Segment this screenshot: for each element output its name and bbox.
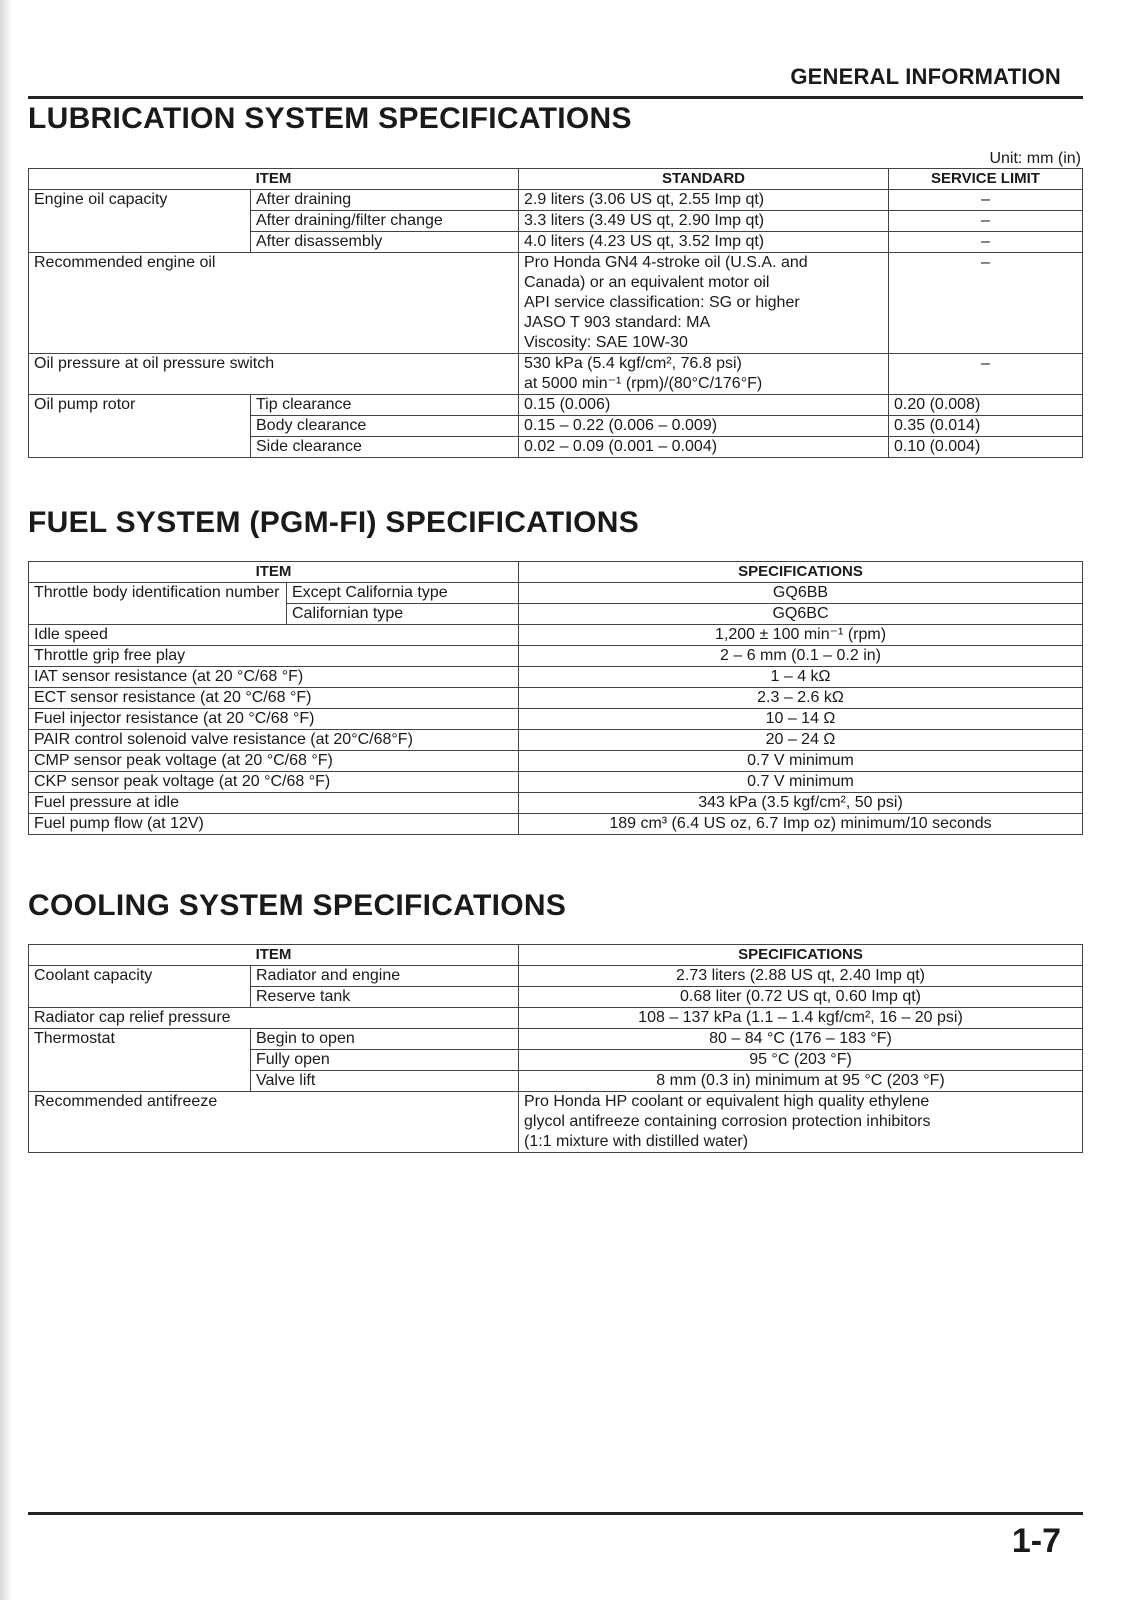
header-rule [28,96,1083,99]
spec-value: 2 – 6 mm (0.1 – 0.2 in) [519,646,1083,667]
table-row [29,190,1083,211]
sub-item: After draining/filter change [251,211,519,232]
sub-item: Californian type [287,604,519,625]
table-row [29,253,1083,354]
table-row [29,1008,1083,1029]
spec-value: 2.73 liters (2.88 US qt, 2.40 Imp qt) [519,966,1083,987]
table-row [29,730,1083,751]
text-line: API service classification: SG or higher [524,294,800,311]
spec-value: 343 kPa (3.5 kgf/cm², 50 psi) [519,793,1083,814]
col-item-header: ITEM [29,945,519,966]
unit-note: Unit: mm (in) [989,150,1081,167]
item-label: IAT sensor resistance (at 20 °C/68 °F) [29,667,519,688]
item-label: Fuel pressure at idle [29,793,519,814]
cooling-section-title: COOLING SYSTEM SPECIFICATIONS [28,889,567,922]
standard-value: 2.9 liters (3.06 US qt, 2.55 Imp qt) [519,190,889,211]
sub-item: Begin to open [251,1029,519,1050]
sub-item: Radiator and engine [251,966,519,987]
col-standard-header: STANDARD [519,169,889,190]
standard-value: 3.3 liters (3.49 US qt, 2.90 Imp qt) [519,211,889,232]
page-header-title: GENERAL INFORMATION [790,64,1061,89]
item-label: CMP sensor peak voltage (at 20 °C/68 °F) [29,751,519,772]
service-limit-value: 0.20 (0.008) [889,395,1083,416]
text-line: Pro Honda GN4 4-stroke oil (U.S.A. and [524,254,808,271]
oil-pump-rotor-label: Oil pump rotor [29,395,251,458]
sub-item: Fully open [251,1050,519,1071]
text-line: glycol antifreeze containing corrosion protection inhibitors [524,1113,931,1130]
text-line: JASO T 903 standard: MA [524,314,711,331]
sub-item: Reserve tank [251,987,519,1008]
table-row [29,772,1083,793]
table-row [29,646,1083,667]
table-row [29,966,1083,987]
oil-pressure-value [519,354,889,395]
oil-pressure-label: Oil pressure at oil pressure switch [29,354,519,395]
col-specifications-header: SPECIFICATIONS [519,945,1083,966]
spec-value: 80 – 84 °C (176 – 183 °F) [519,1029,1083,1050]
item-label: Fuel injector resistance (at 20 °C/68 °F) [29,709,519,730]
table-row [29,667,1083,688]
service-limit-value: 0.10 (0.004) [889,437,1083,458]
spec-value: 8 mm (0.3 in) minimum at 95 °C (203 °F) [519,1071,1083,1092]
fuel-section-title: FUEL SYSTEM (PGM-FI) SPECIFICATIONS [28,506,640,539]
spec-value: GQ6BC [519,604,1083,625]
table-row [29,395,1083,416]
text-line: Viscosity: SAE 10W-30 [524,334,688,351]
throttle-body-id-label: Throttle body identification number [29,583,287,625]
text-line: Canada) or an equivalent motor oil [524,274,770,291]
footer-rule [28,1512,1083,1515]
spec-value: 1 – 4 kΩ [519,667,1083,688]
table-row [29,751,1083,772]
col-item-header: ITEM [29,169,519,190]
item-label: PAIR control solenoid valve resistance (at 20°C/68°F) [29,730,519,751]
service-limit-value: 0.35 (0.014) [889,416,1083,437]
table-row [29,688,1083,709]
page-number: 1-7 [1011,1522,1061,1560]
sub-item: After disassembly [251,232,519,253]
item-label: Fuel pump flow (at 12V) [29,814,519,835]
item-label: Idle speed [29,625,519,646]
text-line: at 5000 min⁻¹ (rpm)/(80°C/176°F) [524,375,763,392]
recommended-antifreeze-value [519,1092,1083,1153]
standard-value: 0.15 (0.006) [519,395,889,416]
spec-value: 108 – 137 kPa (1.1 – 1.4 kgf/cm², 16 – 20 psi) [519,1008,1083,1029]
sub-item: After draining [251,190,519,211]
spec-value: 10 – 14 Ω [519,709,1083,730]
spec-value: 2.3 – 2.6 kΩ [519,688,1083,709]
table-header-row [29,169,1083,190]
lubrication-spec-table [28,168,1083,458]
table-row [29,583,1083,604]
cooling-spec-table [28,944,1083,1153]
item-label: CKP sensor peak voltage (at 20 °C/68 °F) [29,772,519,793]
spec-value: 20 – 24 Ω [519,730,1083,751]
table-row [29,793,1083,814]
engine-oil-capacity-label: Engine oil capacity [29,190,251,253]
sub-item: Tip clearance [251,395,519,416]
service-limit-value: – [889,232,1083,253]
service-limit-value: – [889,190,1083,211]
service-limit-value: – [889,354,1083,395]
fuel-spec-table [28,561,1083,835]
table-row [29,814,1083,835]
standard-value: 0.15 – 0.22 (0.006 – 0.009) [519,416,889,437]
thermostat-label: Thermostat [29,1029,251,1092]
table-row [29,1029,1083,1050]
text-line: (1:1 mixture with distilled water) [524,1133,749,1150]
item-label: Throttle grip free play [29,646,519,667]
text-line: 530 kPa (5.4 kgf/cm², 76.8 psi) [524,355,742,372]
col-specifications-header: SPECIFICATIONS [519,562,1083,583]
lubrication-section-title: LUBRICATION SYSTEM SPECIFICATIONS [28,102,632,135]
recommended-engine-oil-label: Recommended engine oil [29,253,519,354]
sub-item: Valve lift [251,1071,519,1092]
recommended-antifreeze-label: Recommended antifreeze [29,1092,519,1153]
col-item-header: ITEM [29,562,519,583]
table-row [29,709,1083,730]
radiator-cap-relief-label: Radiator cap relief pressure [29,1008,519,1029]
item-label: ECT sensor resistance (at 20 °C/68 °F) [29,688,519,709]
coolant-capacity-label: Coolant capacity [29,966,251,1008]
spec-value: 0.7 V minimum [519,772,1083,793]
table-row [29,1092,1083,1153]
standard-value: 4.0 liters (4.23 US qt, 3.52 Imp qt) [519,232,889,253]
text-line: Pro Honda HP coolant or equivalent high quality ethylene [524,1093,930,1110]
service-limit-value: – [889,211,1083,232]
recommended-engine-oil-value [519,253,889,354]
spec-value: 189 cm³ (6.4 US oz, 6.7 Imp oz) minimum/10 seconds [519,814,1083,835]
service-limit-value: – [889,253,1083,354]
table-row [29,625,1083,646]
spec-value: 0.7 V minimum [519,751,1083,772]
spec-value: GQ6BB [519,583,1083,604]
table-header-row [29,562,1083,583]
sub-item: Except California type [287,583,519,604]
col-service-limit-header: SERVICE LIMIT [889,169,1083,190]
standard-value: 0.02 – 0.09 (0.001 – 0.004) [519,437,889,458]
page-binding-shadow [0,0,12,1600]
spec-value: 1,200 ± 100 min⁻¹ (rpm) [519,625,1083,646]
table-row [29,354,1083,395]
spec-value: 0.68 liter (0.72 US qt, 0.60 Imp qt) [519,987,1083,1008]
sub-item: Body clearance [251,416,519,437]
spec-value: 95 °C (203 °F) [519,1050,1083,1071]
sub-item: Side clearance [251,437,519,458]
table-header-row [29,945,1083,966]
